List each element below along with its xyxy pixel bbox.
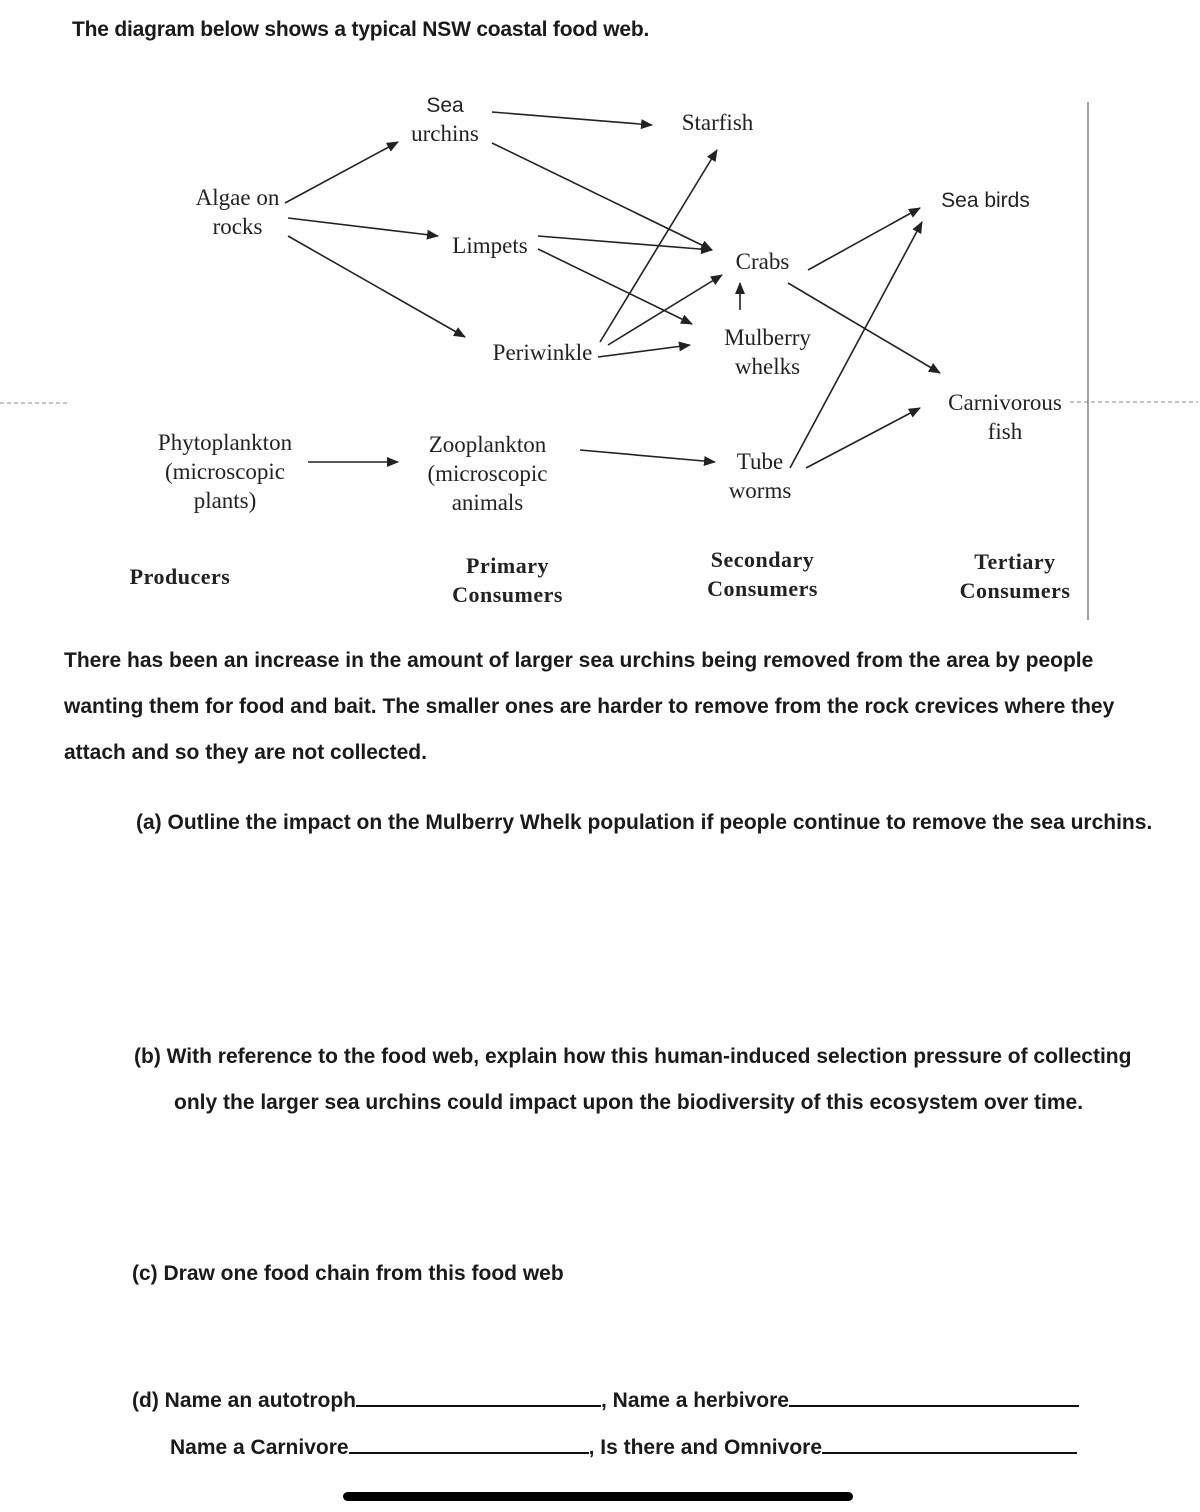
level-secondary-line1: Secondary bbox=[710, 547, 815, 572]
node-crabs: Crabs bbox=[735, 249, 790, 274]
level-secondary-consumers bbox=[670, 545, 855, 603]
question-d-row2: Name a Carnivore , Is there and Omnivore bbox=[170, 1432, 1077, 1460]
level-primary-consumers bbox=[420, 551, 595, 609]
node-tube-worms-line1: Tube bbox=[736, 449, 784, 474]
node-periwinkle: Periwinkle bbox=[492, 340, 593, 365]
node-limpets: Limpets bbox=[452, 233, 528, 258]
arrow-zoo-to-tubeworms bbox=[580, 450, 715, 462]
level-tertiary-consumers bbox=[935, 547, 1095, 605]
arrow-crabs-to-seabirds bbox=[808, 208, 920, 270]
node-phytoplankton bbox=[135, 428, 315, 515]
omnivore-answer-line[interactable] bbox=[822, 1432, 1077, 1454]
node-mulberry-whelks-line1: Mulberry bbox=[724, 325, 811, 350]
node-sea-urchins-line1: Sea bbox=[426, 94, 464, 117]
node-carnivorous-fish-line2: fish bbox=[987, 419, 1023, 444]
node-algae-line2: rocks bbox=[212, 214, 263, 239]
question-d-autotroph-label: (d) Name an autotroph bbox=[132, 1389, 356, 1412]
autotroph-answer-line[interactable] bbox=[356, 1385, 601, 1407]
node-mulberry-whelks-line2: whelks bbox=[734, 354, 801, 379]
arrow-algae-to-limpets bbox=[288, 218, 438, 236]
question-c: (c) Draw one food chain from this food web bbox=[132, 1262, 564, 1285]
level-tertiary-line1: Tertiary bbox=[974, 549, 1056, 574]
arrow-algae-to-urchins bbox=[285, 142, 398, 203]
question-b: (b) With reference to the food web, explain how this human-induced selection pressure of collecting only the larger sea urchins could impact upon the biodiversity of this ecosystem over time. bbox=[134, 1045, 1132, 1114]
node-phytoplankton-line3: plants) bbox=[193, 488, 257, 513]
node-phytoplankton-line1: Phytoplankton bbox=[157, 430, 293, 455]
node-mulberry-whelks bbox=[700, 323, 835, 381]
level-producers: Producers bbox=[129, 564, 231, 589]
node-algae-line1: Algae on bbox=[195, 185, 280, 210]
node-tube-worms bbox=[715, 447, 805, 505]
food-web-arrows bbox=[0, 0, 1200, 640]
node-sea-birds: Sea birds bbox=[941, 189, 1030, 212]
herbivore-answer-line[interactable] bbox=[789, 1385, 1079, 1407]
node-carnivorous-fish-line1: Carnivorous bbox=[948, 390, 1062, 415]
node-sea-urchins-line2: urchins bbox=[411, 121, 479, 146]
node-zooplankton-line1: Zooplankton bbox=[428, 432, 547, 457]
level-tertiary-line2: Consumers bbox=[959, 578, 1071, 603]
arrow-limpets-to-whelks bbox=[538, 249, 692, 324]
node-algae bbox=[175, 183, 300, 241]
home-indicator-bar[interactable] bbox=[343, 1492, 853, 1501]
node-starfish: Starfish bbox=[681, 110, 754, 135]
arrow-periwinkle-to-whelks bbox=[598, 345, 690, 357]
question-d-omnivore-label: Is there and Omnivore bbox=[600, 1436, 822, 1459]
question-d-row1: (d) Name an autotroph , Name a herbivore bbox=[132, 1385, 1079, 1413]
carnivore-answer-line[interactable] bbox=[349, 1432, 589, 1454]
arrow-algae-to-periwinkle bbox=[288, 236, 465, 337]
question-d-carnivore-label: Name a Carnivore bbox=[170, 1436, 349, 1459]
arrow-tubeworms-to-fish bbox=[806, 408, 920, 468]
level-secondary-line2: Consumers bbox=[707, 576, 818, 601]
level-primary-line2: Consumers bbox=[452, 582, 563, 607]
question-d-herbivore-label: Name a herbivore bbox=[612, 1389, 789, 1412]
node-sea-urchins bbox=[395, 92, 495, 148]
question-a: (a) Outline the impact on the Mulberry Whelk population if people continue to remove the sea urchins. bbox=[136, 811, 1153, 834]
node-zooplankton-line3: animals bbox=[451, 490, 524, 515]
node-zooplankton-line2: (microscopic bbox=[427, 461, 548, 486]
node-tube-worms-line2: worms bbox=[728, 478, 792, 503]
node-carnivorous-fish bbox=[935, 388, 1075, 446]
level-primary-line1: Primary bbox=[466, 553, 549, 578]
scenario-paragraph: There has been an increase in the amount of larger sea urchins being removed from the area by people wanting them for food and bait. The smaller ones are harder to remove from the rock crevices where they attach and so they are not collected. bbox=[64, 649, 1115, 764]
node-zooplankton bbox=[405, 430, 570, 517]
node-phytoplankton-line2: (microscopic bbox=[164, 459, 286, 484]
arrow-urchins-to-starfish bbox=[492, 112, 652, 125]
page-heading: The diagram below shows a typical NSW coastal food web. bbox=[72, 18, 650, 41]
